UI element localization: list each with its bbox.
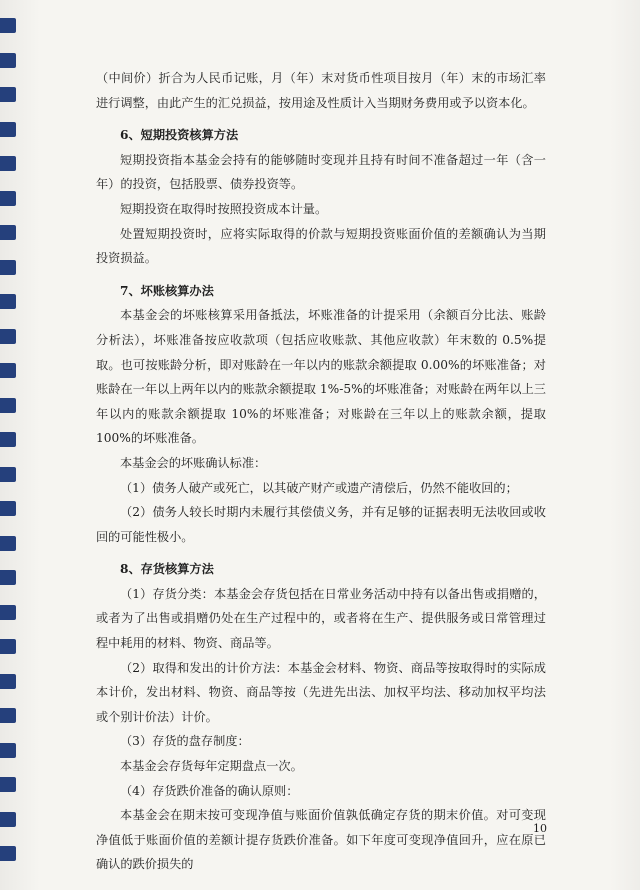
binding-hole <box>0 639 16 654</box>
paragraph: （1）存货分类：本基金会存货包括在日常业务活动中持有以备出售或捐赠的，或者为了出售或捐赠仍处在生产过程中的，或者将在生产、提供服务或日常管理过程中耗用的材料、物资、商品等。 <box>96 586 546 651</box>
paragraph: （2）债务人较长时期内未履行其偿债义务，并有足够的证据表明无法收回或收回的可能性极小。 <box>96 505 546 544</box>
paragraph: 本基金会的坏账核算采用备抵法，坏账准备的计提采用（余额百分比法、账龄分析法），坏账准备按应收款项（包括应收账款、其他应收款）年末数的 0.5%提取。也可按账龄分析，即对账龄在一年以内的账款余额提取 0.00%的坏账准备；对账龄在一年以上两年以内的账款余额提取 1%-5%的坏账准备；对账龄在两年以上三年以内的账款余额提取 10%的坏账准备；对账龄在三年以上的账款余额，提取 100%的坏账准备。 <box>96 308 546 446</box>
binding-holes <box>0 0 16 890</box>
paragraph: （2）取得和发出的计价方法：本基金会材料、物资、商品等按取得时的实际成本计价，发出材料、物资、商品等按（先进先出法、加权平均法、移动加权平均法或个别计价法）计价。 <box>96 660 546 724</box>
binding-hole <box>0 570 16 585</box>
section-heading: 8、存货核算方法 <box>120 562 214 577</box>
binding-hole <box>0 329 16 344</box>
paragraph: 短期投资在取得时按照投资成本计量。 <box>120 201 328 216</box>
binding-hole <box>0 260 16 275</box>
binding-hole <box>0 605 16 620</box>
binding-hole <box>0 294 16 309</box>
binding-hole <box>0 432 16 447</box>
binding-hole <box>0 674 16 689</box>
page-number: 10 <box>533 822 547 835</box>
binding-hole <box>0 18 16 33</box>
binding-hole <box>0 777 16 792</box>
section-heading: 7、坏账核算办法 <box>120 283 214 298</box>
binding-hole <box>0 536 16 551</box>
section-gap <box>96 549 546 557</box>
paragraph: （1）债务人破产或死亡，以其破产财产或遗产清偿后，仍然不能收回的； <box>120 480 518 495</box>
paragraph: 本基金会的坏账确认标准： <box>120 455 267 470</box>
paragraph: （3）存货的盘存制度： <box>120 734 250 749</box>
paragraph: 本基金会存货每年定期盘点一次。 <box>120 759 303 774</box>
paragraph: 本基金会在期末按可变现净值与账面价值孰低确定存货的期末价值。对可变现净值低于账面价值的差额计提存货跌价准备。如下年度可变现净值回升，应在原已确认的跌价损失的 <box>96 808 546 872</box>
binding-hole <box>0 363 16 378</box>
binding-hole <box>0 846 16 861</box>
section-heading: 6、短期投资核算方法 <box>120 128 239 143</box>
binding-hole <box>0 467 16 482</box>
section-gap <box>96 115 546 123</box>
binding-hole <box>0 501 16 516</box>
section-gap <box>96 271 546 279</box>
binding-hole <box>0 398 16 413</box>
binding-hole <box>0 87 16 102</box>
document-body <box>96 66 546 877</box>
paragraph: 短期投资指本基金会持有的能够随时变现并且持有时间不准备超过一年（含一年）的投资，包括股票、债券投资等。 <box>96 152 546 192</box>
paragraph: （4）存货跌价准备的确认原则： <box>120 783 299 798</box>
binding-hole <box>0 225 16 240</box>
binding-hole <box>0 743 16 758</box>
paragraph: 处置短期投资时，应将实际取得的价款与短期投资账面价值的差额确认为当期投资损益。 <box>96 226 546 266</box>
binding-hole <box>0 191 16 206</box>
binding-hole <box>0 812 16 827</box>
binding-hole <box>0 708 16 723</box>
binding-hole <box>0 156 16 171</box>
paragraph: （中间价）折合为人民币记账，月（年）末对货币性项目按月（年）末的市场汇率进行调整，由此产生的汇兑损益，按用途及性质计入当期财务费用或予以资本化。 <box>96 71 546 110</box>
binding-hole <box>0 122 16 137</box>
binding-hole <box>0 53 16 68</box>
